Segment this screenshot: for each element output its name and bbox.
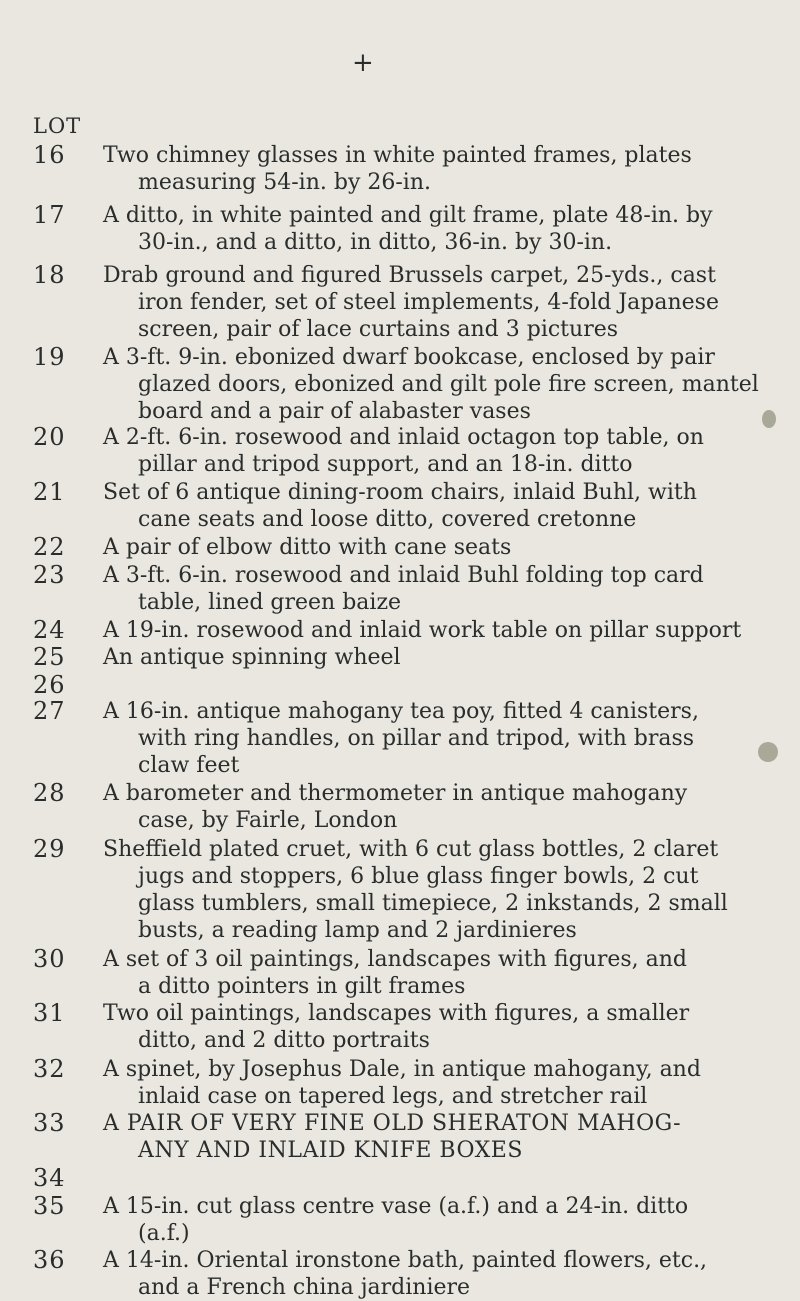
description-line: (a.f.) xyxy=(138,1221,190,1246)
lot-description xyxy=(103,698,707,779)
description-line: An antique spinning wheel xyxy=(103,645,401,670)
lot-number: 35 xyxy=(33,1192,66,1220)
lot-description xyxy=(103,1247,707,1301)
description-line: A 2-ft. 6-in. rosewood and inlaid octagon top table, on xyxy=(103,425,704,450)
description-line: claw feet xyxy=(138,753,240,778)
ink-blot xyxy=(758,742,778,762)
lot-description xyxy=(103,780,707,834)
description-line: and a French china jardiniere xyxy=(138,1275,471,1300)
lot-number: 16 xyxy=(33,141,66,169)
lot-number: 23 xyxy=(33,561,66,589)
description-line: A 3-ft. 9-in. ebonized dwarf bookcase, enclosed by pair xyxy=(103,345,715,370)
lot-description xyxy=(103,344,759,425)
description-line: Sheffield plated cruet, with 6 cut glass bottles, 2 claret xyxy=(103,837,719,862)
description-line: A 15-in. cut glass centre vase (a.f.) and a 24-in. ditto xyxy=(103,1194,689,1219)
page-mark: + xyxy=(352,48,374,78)
lot-column-header: LOT xyxy=(33,114,82,138)
description-line: iron fender, set of steel implements, 4-fold Japanese xyxy=(138,290,719,315)
description-line: glazed doors, ebonized and gilt pole fire screen, mantel xyxy=(138,372,759,397)
lot-number: 24 xyxy=(33,616,66,644)
description-line: A 16-in. antique mahogany tea poy, fitted 4 canisters, xyxy=(103,699,699,724)
lot-description xyxy=(103,262,719,343)
description-line: A barometer and thermometer in antique mahogany xyxy=(103,781,688,806)
lot-number: 25 xyxy=(33,643,66,671)
description-line: busts, a reading lamp and 2 jardinieres xyxy=(138,918,577,943)
lot-description xyxy=(103,644,707,671)
lot-number: 31 xyxy=(33,999,66,1027)
lot-description xyxy=(103,946,707,1000)
description-line: A spinet, by Josephus Dale, in antique mahogany, and xyxy=(103,1057,701,1082)
description-line: Drab ground and figured Brussels carpet, 25-yds., cast xyxy=(103,263,716,288)
lot-description xyxy=(103,617,742,644)
ink-blot xyxy=(762,410,776,428)
description-line: 30-in., and a ditto, in ditto, 36-in. by 30-in. xyxy=(138,230,613,255)
lot-number: 20 xyxy=(33,423,66,451)
lot-number: 34 xyxy=(33,1164,66,1192)
lot-number: 19 xyxy=(33,343,66,371)
lot-description xyxy=(103,1110,707,1164)
description-line: jugs and stoppers, 6 blue glass finger bowls, 2 cut xyxy=(138,864,699,889)
description-line: ANY AND INLAID KNIFE BOXES xyxy=(138,1138,523,1163)
lot-number: 33 xyxy=(33,1109,66,1137)
description-line: A PAIR OF VERY FINE OLD SHERATON MAHOG- xyxy=(103,1111,682,1136)
lot-number: 18 xyxy=(33,261,66,289)
description-line: screen, pair of lace curtains and 3 pictures xyxy=(138,317,619,342)
description-line: case, by Fairle, London xyxy=(138,808,398,833)
description-line: Two oil paintings, landscapes with figures, a smaller xyxy=(103,1001,690,1026)
description-line: glass tumblers, small timepiece, 2 inkstands, 2 small xyxy=(138,891,728,916)
lot-number: 21 xyxy=(33,478,66,506)
description-line: A ditto, in white painted and gilt frame, plate 48-in. by xyxy=(103,203,713,228)
description-line: board and a pair of alabaster vases xyxy=(138,399,531,424)
lot-number: 27 xyxy=(33,697,66,725)
lot-number: 17 xyxy=(33,201,66,229)
lot-number: 28 xyxy=(33,779,66,807)
lot-description xyxy=(103,836,728,944)
description-line: table, lined green baize xyxy=(138,590,402,615)
description-line: pillar and tripod support, and an 18-in. ditto xyxy=(138,452,633,477)
lot-number: 30 xyxy=(33,945,66,973)
lot-number: 26 xyxy=(33,671,66,699)
description-line: A 3-ft. 6-in. rosewood and inlaid Buhl folding top card xyxy=(103,563,704,588)
lot-number: 22 xyxy=(33,533,66,561)
description-line: A pair of elbow ditto with cane seats xyxy=(103,535,512,560)
description-line: measuring 54-in. by 26-in. xyxy=(138,170,432,195)
description-line: ditto, and 2 ditto portraits xyxy=(138,1028,430,1053)
lot-description xyxy=(103,1193,707,1247)
lot-description xyxy=(103,562,707,616)
description-line: Set of 6 antique dining-room chairs, inlaid Buhl, with xyxy=(103,480,697,505)
lot-description xyxy=(103,202,713,256)
lot-description xyxy=(103,1000,707,1054)
lot-description xyxy=(103,424,707,478)
lot-description xyxy=(103,479,707,533)
lot-description xyxy=(103,142,707,196)
lot-description xyxy=(103,534,707,561)
description-line: with ring handles, on pillar and tripod, with brass xyxy=(138,726,695,751)
lot-description xyxy=(103,1056,707,1110)
description-line: A 19-in. rosewood and inlaid work table on pillar support xyxy=(103,618,742,643)
description-line: inlaid case on tapered legs, and stretcher rail xyxy=(138,1084,648,1109)
lot-number: 36 xyxy=(33,1246,66,1274)
lot-number: 29 xyxy=(33,835,66,863)
description-line: Two chimney glasses in white painted frames, plates xyxy=(103,143,692,168)
description-line: cane seats and loose ditto, covered cretonne xyxy=(138,507,637,532)
lot-number: 32 xyxy=(33,1055,66,1083)
description-line: A set of 3 oil paintings, landscapes with figures, and xyxy=(103,947,688,972)
description-line: A 14-in. Oriental ironstone bath, painted flowers, etc., xyxy=(103,1248,708,1273)
description-line: a ditto pointers in gilt frames xyxy=(138,974,466,999)
